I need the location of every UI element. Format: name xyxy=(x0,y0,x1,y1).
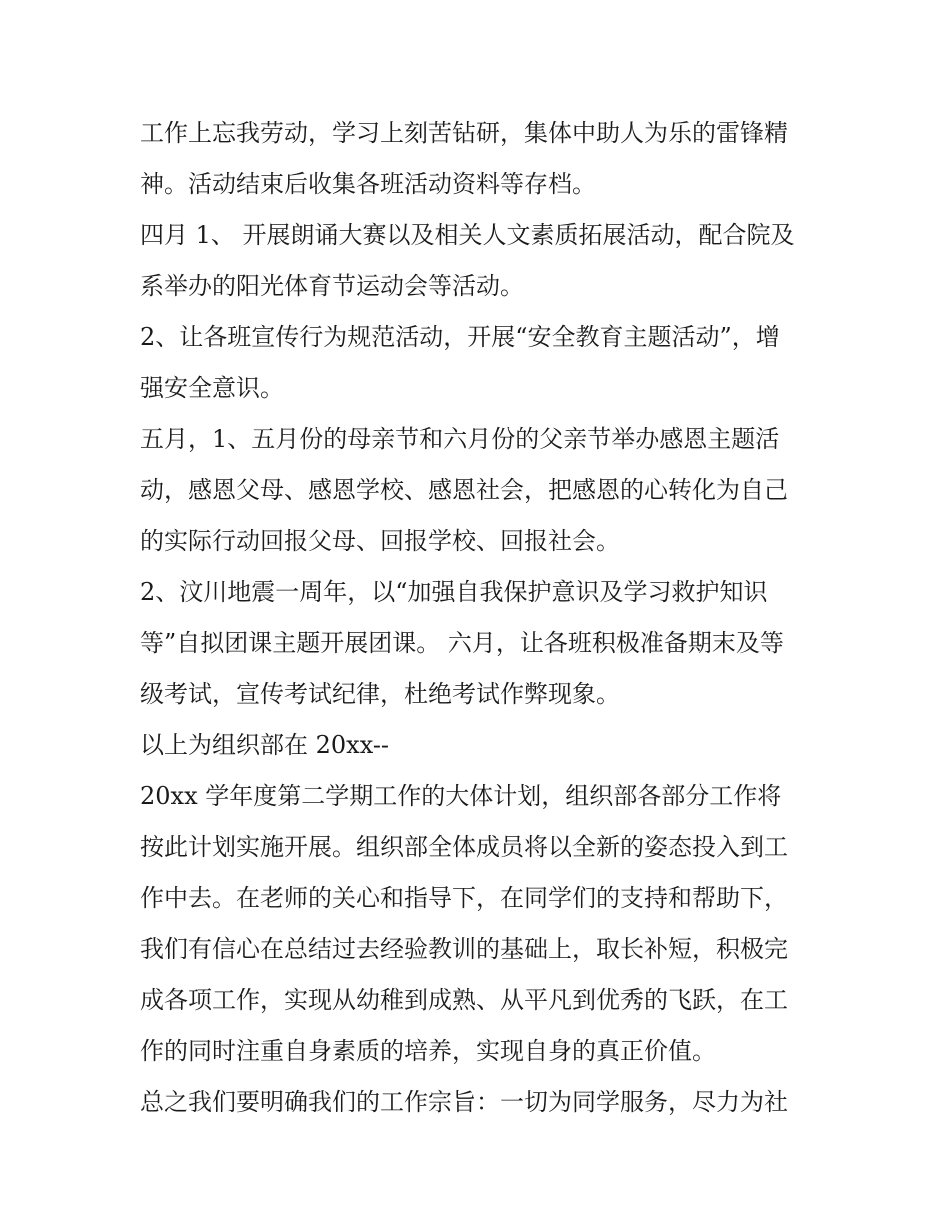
text-line-19: 作的同时注重自身素质的培养，实现自身的真正价值。 xyxy=(140,1037,716,1065)
text-line-14: 20xx 学年度第二学期工作的大体计划，组织部各部分工作将 xyxy=(140,782,782,810)
text-line-8: 动，感恩父母、感恩学校、感恩社会，把感恩的心转化为自己 xyxy=(140,476,788,504)
text-line-3: 四月 1、 开展朗诵大赛以及相关人文素质拓展活动，配合院及 xyxy=(140,221,795,249)
text-line-11: 等”自拟团课主题开展团课。 六月，让各班积极准备期末及等 xyxy=(140,629,784,657)
text-line-13: 以上为组织部在 20xx-- xyxy=(140,731,390,759)
text-line-15: 按此计划实施开展。组织部全体成员将以全新的姿态投入到工 xyxy=(140,833,788,861)
text-line-7: 五月，1、五月份的母亲节和六月份的父亲节举办感恩主题活 xyxy=(140,425,780,453)
text-line-1: 工作上忘我劳动，学习上刻苦钻研，集体中助人为乐的雷锋精 xyxy=(140,119,788,147)
text-line-4: 系举办的阳光体育节运动会等活动。 xyxy=(140,272,524,300)
text-line-9: 的实际行动回报父母、回报学校、回报社会。 xyxy=(140,527,620,555)
text-line-5: 2、让各班宣传行为规范活动，开展“安全教育主题活动”，增 xyxy=(140,323,780,351)
text-line-18: 成各项工作，实现从幼稚到成熟、从平凡到优秀的飞跃，在工 xyxy=(140,986,788,1014)
text-line-2: 神。活动结束后收集各班活动资料等存档。 xyxy=(140,170,596,198)
text-line-20: 总之我们要明确我们的工作宗旨：一切为同学服务，尽力为社 xyxy=(140,1088,788,1116)
text-line-16: 作中去。在老师的关心和指导下，在同学们的支持和帮助下， xyxy=(140,884,788,912)
text-line-17: 我们有信心在总结过去经验教训的基础上，取长补短，积极完 xyxy=(140,935,788,963)
text-line-10: 2、汶川地震一周年，以“加强自我保护意识及学习救护知识 xyxy=(140,578,768,606)
document-body xyxy=(140,108,815,1128)
text-line-6: 强安全意识。 xyxy=(140,374,284,402)
text-line-12: 级考试，宣传考试纪律，杜绝考试作弊现象。 xyxy=(140,680,620,708)
